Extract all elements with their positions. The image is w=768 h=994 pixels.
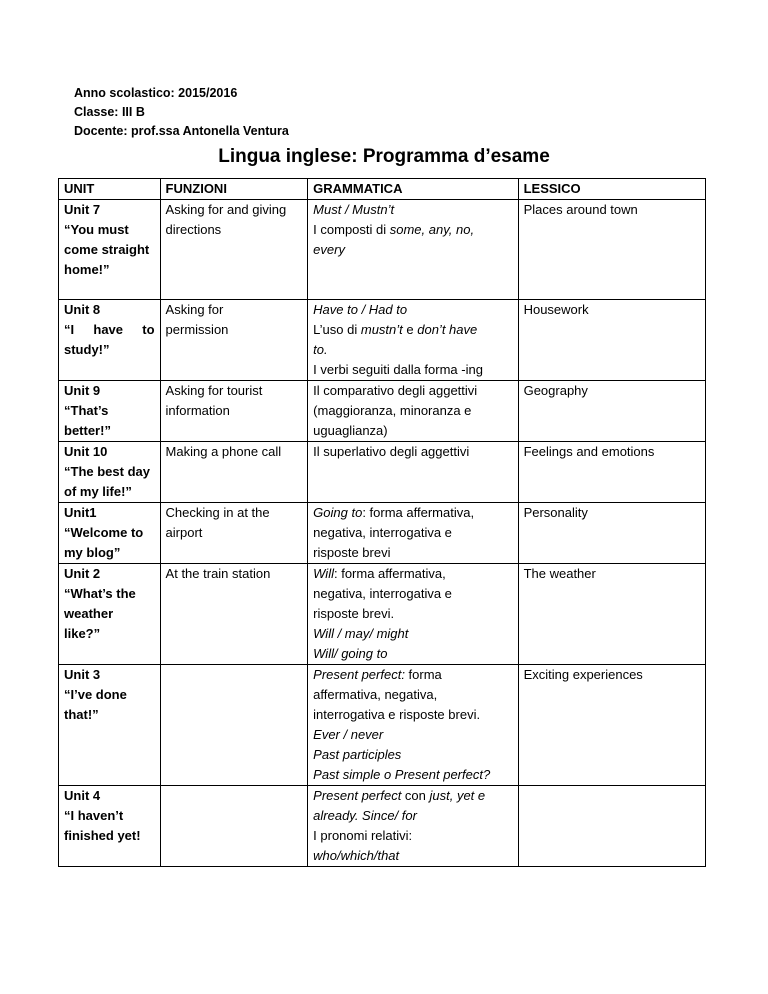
grammatica-cell: Have to / Had to L’uso di mustn’t e don’t have to. I verbi seguiti dalla forma -ing [308, 300, 518, 381]
funzioni-cell: Checking in at the airport [160, 503, 308, 564]
unit-cell: Unit 4 “I haven’t finished yet! [59, 786, 161, 867]
teacher-label: Docente: prof.ssa Antonella Ventura [74, 124, 289, 138]
funzioni-cell: Asking for and giving directions [160, 200, 308, 300]
unit-cell: Unit1 “Welcome to my blog” [59, 503, 161, 564]
table-row [59, 786, 706, 867]
lessico-cell: Personality [518, 503, 705, 564]
funzioni-cell: Making a phone call [160, 442, 308, 503]
column-header-grammatica: GRAMMATICA [308, 179, 518, 200]
grammatica-cell: Present perfect con just, yet e already. Since/ for I pronomi relativi: who/which/that [308, 786, 518, 867]
grammatica-cell: Must / Mustn’t I composti di some, any, no, every [308, 200, 518, 300]
lessico-cell: Feelings and emotions [518, 442, 705, 503]
funzioni-cell [160, 665, 308, 786]
lessico-cell: The weather [518, 564, 705, 665]
grammatica-cell: Will: forma affermativa, negativa, interrogativa e risposte brevi. Will / may/ might Will/ going to [308, 564, 518, 665]
table-row [59, 503, 706, 564]
column-header-funzioni: FUNZIONI [160, 179, 308, 200]
lessico-cell: Places around town [518, 200, 705, 300]
class-label: Classe: III B [74, 105, 145, 119]
document-header [74, 84, 289, 141]
column-header-unit: UNIT [59, 179, 161, 200]
lessico-cell: Geography [518, 381, 705, 442]
grammatica-cell: Il superlativo degli aggettivi [308, 442, 518, 503]
unit-cell: Unit 7 “You must come straight home!” [59, 200, 161, 300]
grammatica-cell: Going to: forma affermativa, negativa, interrogativa e risposte brevi [308, 503, 518, 564]
table-header-row [59, 179, 706, 200]
column-header-lessico: LESSICO [518, 179, 705, 200]
table-row [59, 442, 706, 503]
funzioni-cell: Asking for permission [160, 300, 308, 381]
unit-cell: Unit 2 “What’s the weather like?” [59, 564, 161, 665]
table-row [59, 665, 706, 786]
school-year: Anno scolastico: 2015/2016 [74, 86, 238, 100]
unit-cell: Unit 8 “I have to study!” [59, 300, 161, 381]
unit-cell: Unit 9 “That’s better!” [59, 381, 161, 442]
program-table [58, 178, 706, 867]
lessico-cell: Housework [518, 300, 705, 381]
unit-cell: Unit 3 “I’ve done that!” [59, 665, 161, 786]
lessico-cell: Exciting experiences [518, 665, 705, 786]
unit-cell: Unit 10 “The best day of my life!” [59, 442, 161, 503]
table-row [59, 564, 706, 665]
page-title: Lingua inglese: Programma d’esame [218, 146, 550, 167]
table-row [59, 381, 706, 442]
funzioni-cell: At the train station [160, 564, 308, 665]
table-row [59, 200, 706, 300]
funzioni-cell: Asking for tourist information [160, 381, 308, 442]
table-row [59, 300, 706, 381]
grammatica-cell: Present perfect: forma affermativa, negativa, interrogativa e risposte brevi. Ever / never Past participles Past simple o Present perfect? [308, 665, 518, 786]
grammatica-cell: Il comparativo degli aggettivi (maggioranza, minoranza e uguaglianza) [308, 381, 518, 442]
funzioni-cell [160, 786, 308, 867]
lessico-cell [518, 786, 705, 867]
